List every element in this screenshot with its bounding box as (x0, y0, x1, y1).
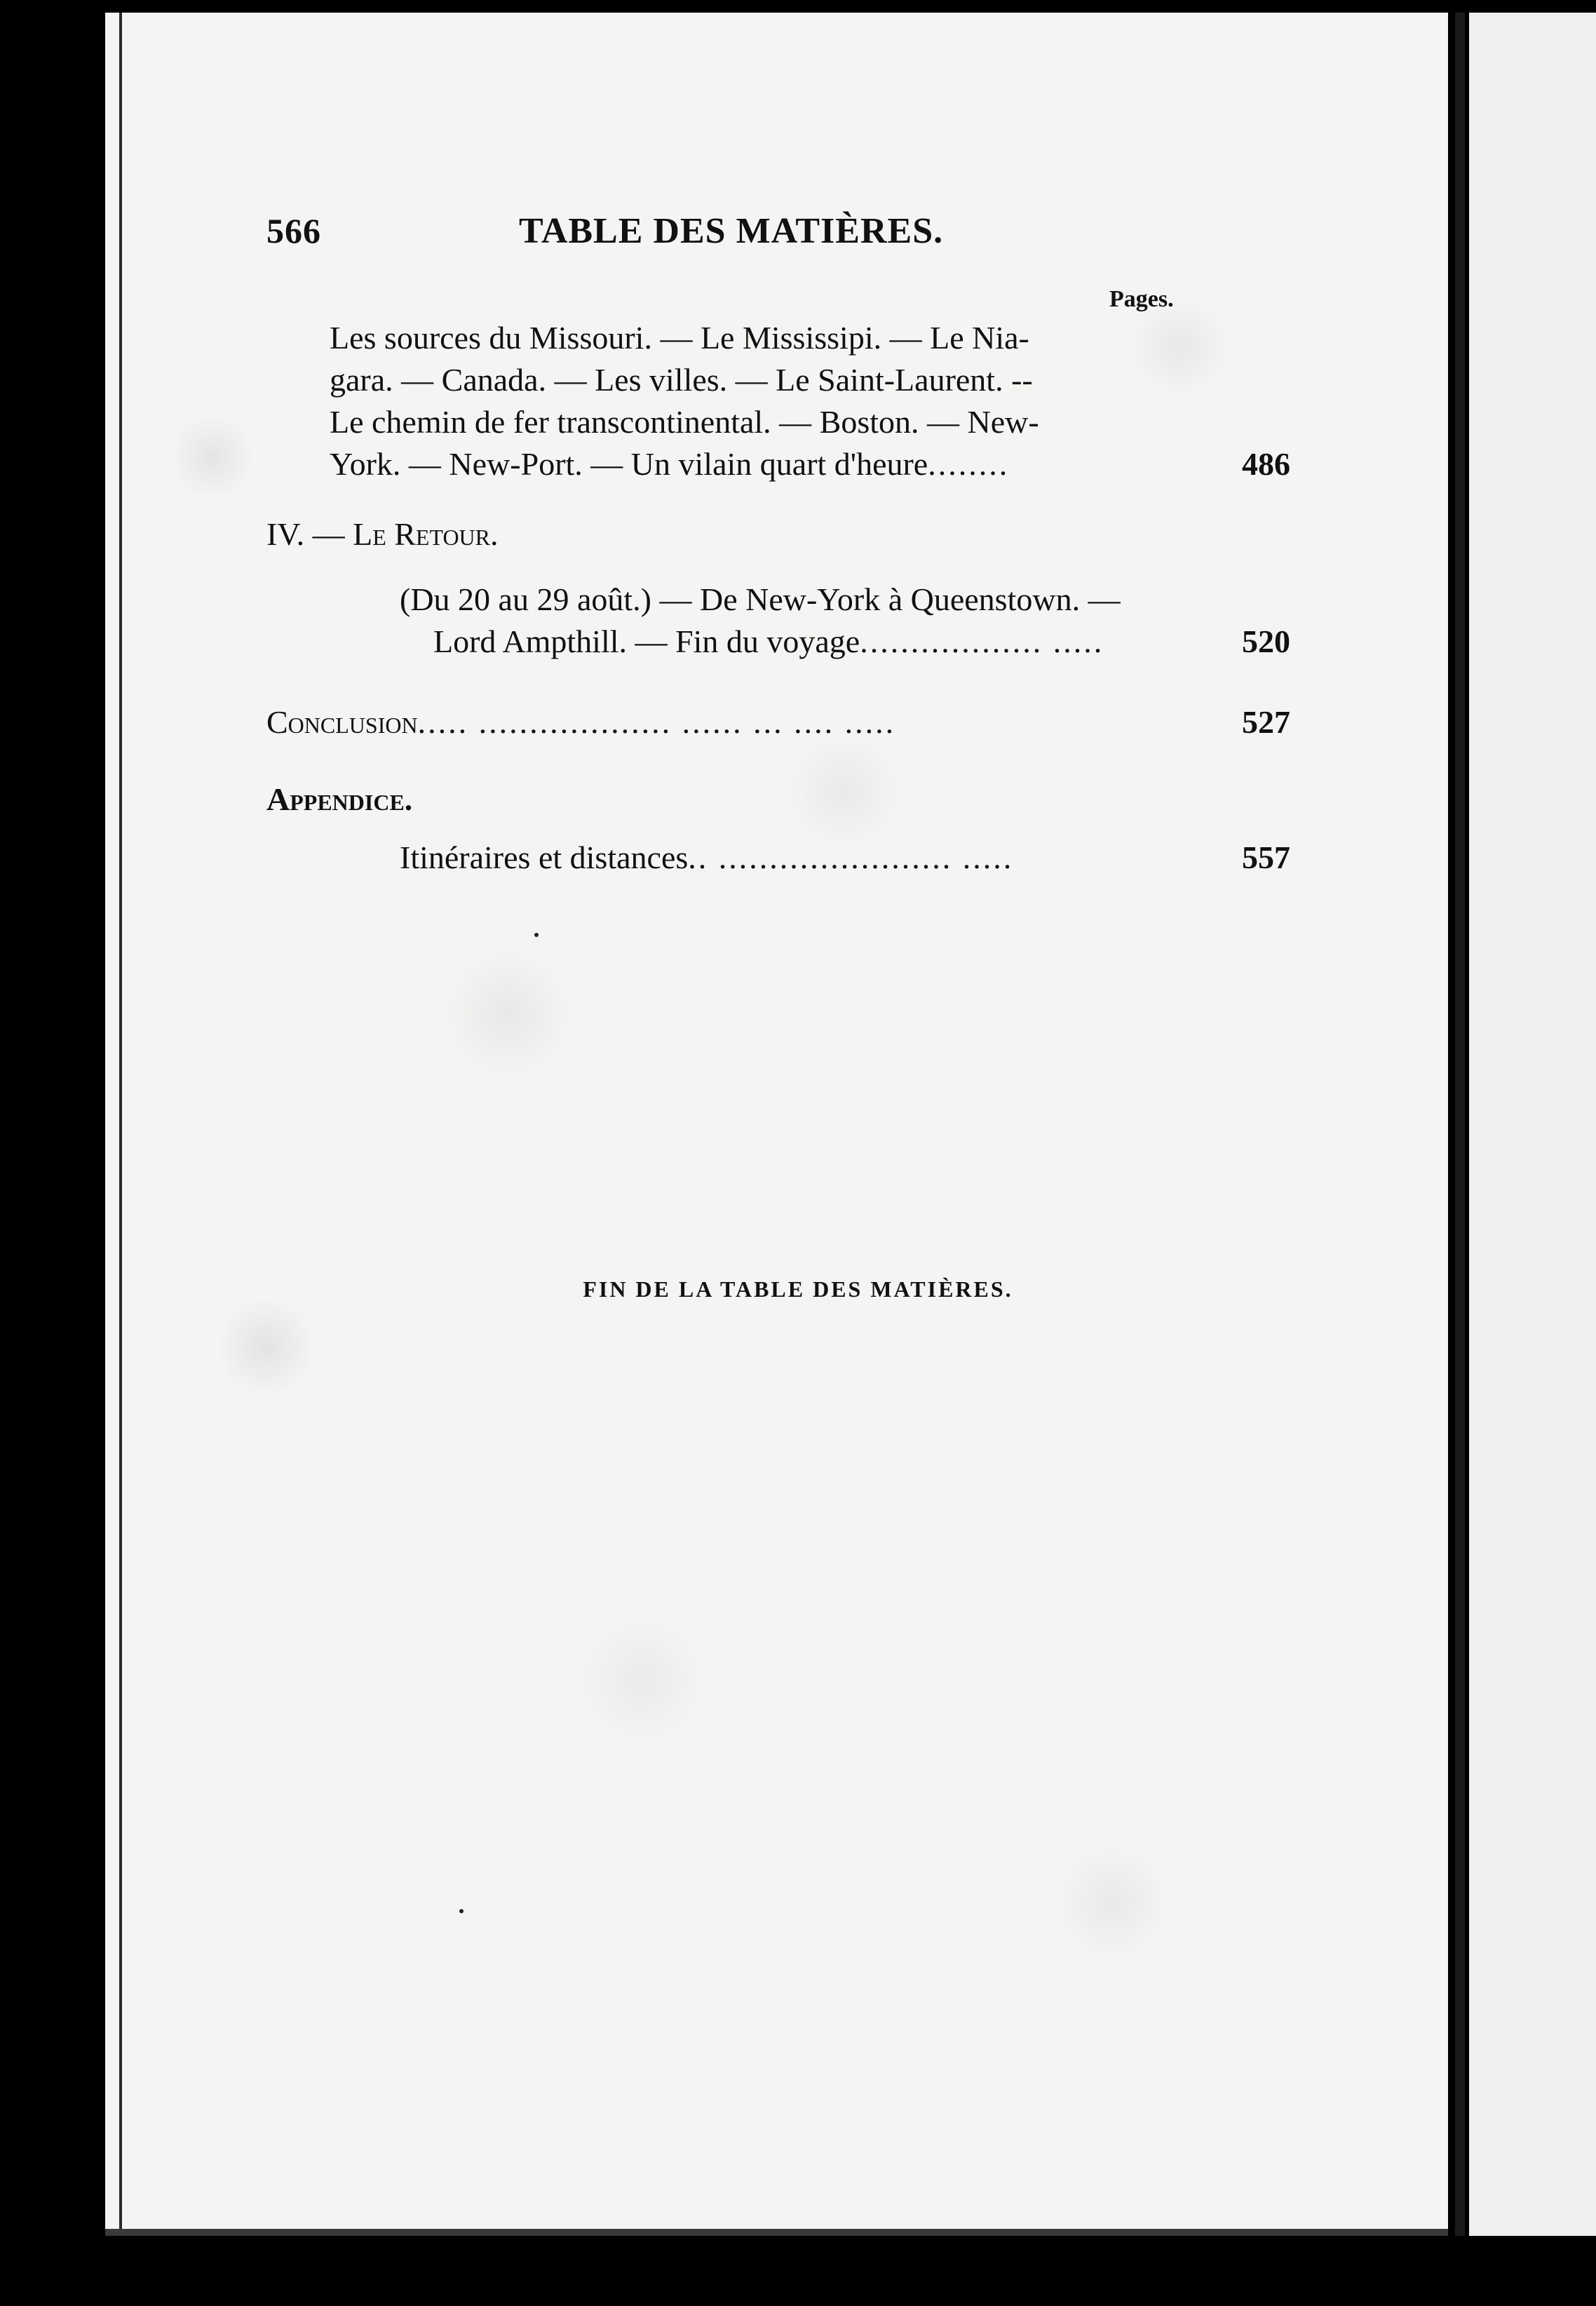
section-heading-appendice (266, 778, 412, 821)
dot-leader: ........ (928, 446, 1010, 482)
entry-line (433, 621, 1234, 663)
page-number: 566 (266, 211, 321, 250)
page-ref-itineraires: 557 (1242, 840, 1290, 875)
page-title: TABLE DES MATIÈRES. (519, 211, 944, 251)
entry-line (330, 443, 1234, 485)
page-ref-conclusion: 527 (1242, 704, 1290, 740)
page-ref-retour: 520 (1242, 623, 1290, 659)
running-head (266, 210, 1290, 267)
toc-entry-missouri (330, 317, 1234, 485)
entry-line-text: York. — New-Port. — Un vilain quart d'heure (330, 446, 928, 482)
pages-column-label: Pages. (1109, 286, 1174, 312)
section-title: Le Retour. (353, 516, 499, 552)
entry-line: gara. — Canada. — Les villes. — Le Saint-Laurent. -- (330, 362, 1033, 398)
ink-speck (459, 1909, 464, 1913)
ink-speck (534, 933, 539, 937)
entry-line-text: Lord Ampthill. — Fin du voyage (433, 623, 860, 659)
entry-label: Conclusion (266, 704, 418, 740)
end-of-table-note: FIN DE LA TABLE DES MATIÈRES. (583, 1276, 1013, 1302)
entry-line: Le chemin de fer transcontinental. — Boston. — New- (330, 404, 1039, 440)
entry-line-text: Itinéraires et distances (400, 840, 689, 875)
toc-entry-retour (400, 579, 1234, 663)
entry-line: (Du 20 au 29 août.) — De New-York à Queenstown. — (400, 581, 1121, 617)
section-numeral: IV. — (266, 516, 345, 552)
toc-entry-itineraires (400, 837, 1234, 879)
dot-leader: .. ....................... ..... (688, 840, 1014, 875)
toc-entry-conclusion (266, 701, 895, 743)
page-ref-missouri: 486 (1242, 446, 1290, 482)
dot-leader: ..... ................... ...... ... .... ..... (417, 704, 896, 740)
entry-line: Les sources du Missouri. — Le Mississipi. — Le Nia- (330, 320, 1029, 356)
dot-leader: .................. ..... (860, 623, 1104, 659)
section-title: Appendice. (266, 781, 413, 817)
section-heading-retour (266, 513, 499, 555)
